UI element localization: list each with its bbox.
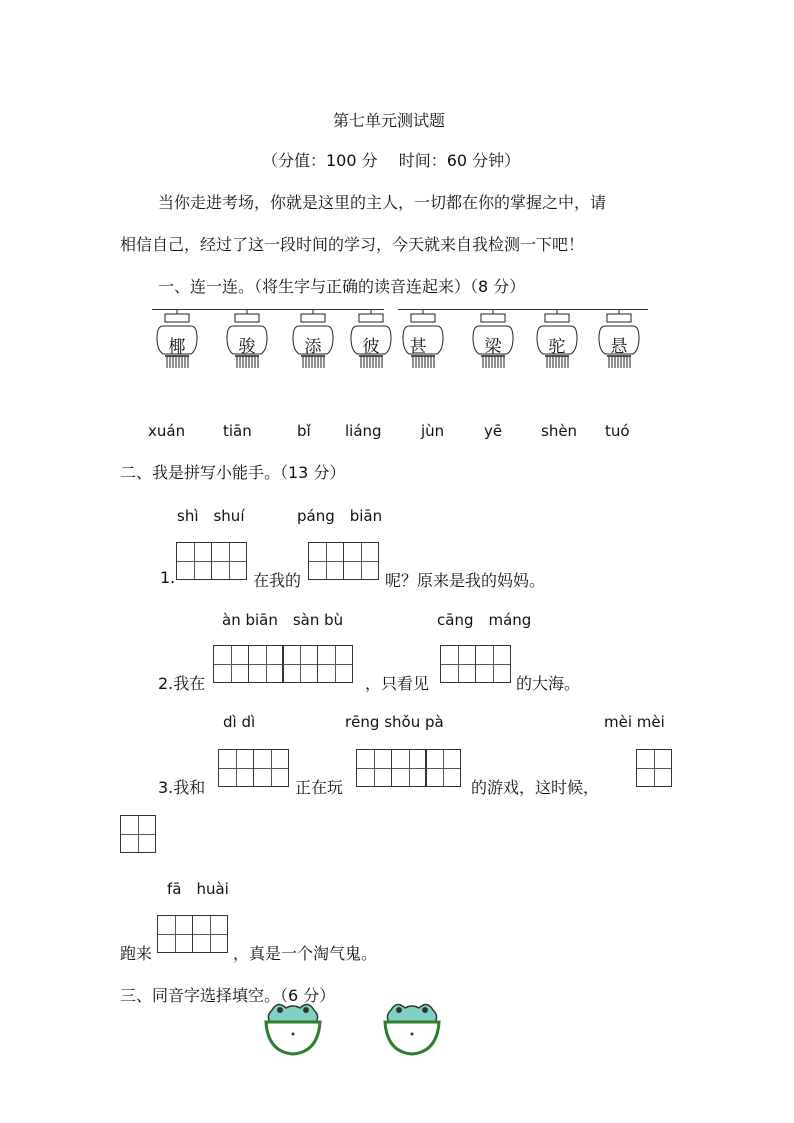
lantern-char: 添	[304, 337, 322, 357]
pinyin-option[interactable]: tuó	[605, 422, 630, 440]
lantern-char: 梁	[484, 337, 502, 357]
q2-pinyin-b: cāng máng	[437, 611, 532, 629]
writing-cell[interactable]	[248, 645, 284, 683]
lantern-char: 甚	[409, 337, 427, 357]
writing-cell[interactable]	[356, 749, 392, 787]
lantern-char: 彼	[362, 337, 380, 357]
lantern-char: 椰	[168, 337, 186, 357]
q3-prefix: 3.我和	[158, 778, 206, 797]
page-subtitle: （分值：100 分 时间：60 分钟）	[262, 151, 521, 170]
q1-mid: 在我的	[253, 571, 302, 590]
pinyin-option[interactable]: bǐ	[297, 422, 311, 440]
writing-cell[interactable]	[282, 645, 318, 683]
section2-heading: 二、我是拼写小能手。（13 分）	[120, 463, 346, 482]
writing-cell[interactable]	[308, 542, 344, 580]
lantern-1[interactable]	[154, 310, 200, 370]
writing-cell[interactable]	[343, 542, 379, 580]
q2-suffix: 的大海。	[516, 674, 581, 693]
writing-cell[interactable]	[317, 645, 353, 683]
lantern-char: 驼	[548, 337, 566, 357]
pinyin-option[interactable]: tiān	[223, 422, 252, 440]
lantern-5[interactable]	[400, 310, 446, 370]
q2-answer-box-b[interactable]	[440, 645, 509, 683]
q3-pinyin-d: fā huài	[167, 880, 229, 898]
q1-pinyin-b: páng biān	[297, 507, 383, 525]
q2-pinyin-a: àn biān sàn bù	[222, 611, 344, 629]
writing-cell[interactable]	[211, 542, 247, 580]
writing-cell[interactable]	[391, 749, 427, 787]
pinyin-option[interactable]: yē	[484, 422, 503, 440]
q1-answer-box-b[interactable]	[308, 542, 377, 580]
writing-cell[interactable]	[440, 645, 476, 683]
q1-answer-box-a[interactable]	[176, 542, 245, 580]
q3-answer-box-a[interactable]	[218, 749, 287, 787]
q1-pinyin-a: shì shuí	[177, 507, 245, 525]
lantern-char: 骏	[238, 337, 256, 357]
writing-cell[interactable]	[120, 815, 156, 853]
lantern-4[interactable]	[348, 310, 394, 370]
q3-suffix: 的游戏，这时候，	[471, 778, 600, 797]
intro-line-1: 当你走进考场，你就是这里的主人，一切都在你的掌握之中，请	[158, 193, 607, 212]
writing-cell[interactable]	[213, 645, 249, 683]
writing-cell[interactable]	[192, 915, 228, 953]
writing-cell[interactable]	[475, 645, 511, 683]
q2-prefix: 2.我在	[158, 674, 206, 693]
writing-cell[interactable]	[425, 749, 461, 787]
q3-line2-suffix: ，真是一个淘气鬼。	[233, 944, 378, 963]
q1-prefix: 1.	[160, 568, 176, 587]
q3-line2-prefix: 跑来	[120, 944, 153, 963]
frog-icon	[377, 1000, 447, 1060]
lantern-7[interactable]	[534, 310, 580, 370]
pinyin-option[interactable]: shèn	[541, 422, 578, 440]
lantern-8[interactable]	[596, 310, 642, 370]
q3-answer-box-d[interactable]	[157, 915, 226, 953]
q3-pinyin-c: mèi mèi	[604, 713, 665, 731]
q1-suffix: 呢？原来是我的妈妈。	[385, 571, 546, 590]
section1-heading: 一、连一连。（将生字与正确的读音连起来）（8 分）	[158, 277, 526, 296]
q2-mid: ，只看见	[365, 674, 430, 693]
q3-answer-box-c2[interactable]	[120, 815, 155, 853]
writing-cell[interactable]	[157, 915, 193, 953]
pinyin-option[interactable]: xuán	[148, 422, 186, 440]
lantern-6[interactable]	[470, 310, 516, 370]
q3-mid: 正在玩	[295, 778, 344, 797]
writing-cell[interactable]	[176, 542, 212, 580]
lantern-char: 悬	[610, 337, 628, 357]
q2-answer-box-a[interactable]	[213, 645, 351, 683]
lantern-2[interactable]	[224, 310, 270, 370]
writing-cell[interactable]	[218, 749, 254, 787]
q3-pinyin-b: rēng shǒu pà	[345, 713, 444, 731]
writing-cell[interactable]	[253, 749, 289, 787]
q3-answer-box-b[interactable]	[356, 749, 460, 787]
q3-pinyin-a: dì dì	[223, 713, 256, 731]
q3-answer-box-c1[interactable]	[636, 749, 671, 787]
page-title: 第七单元测试题	[333, 111, 446, 130]
writing-cell[interactable]	[636, 749, 672, 787]
frog-icon	[258, 1000, 328, 1060]
section3-heading: 三、同音字选择填空。（6 分）	[120, 986, 336, 1005]
lantern-3[interactable]	[290, 310, 336, 370]
pinyin-option[interactable]: jùn	[421, 422, 445, 440]
intro-line-2: 相信自己，经过了这一段时间的学习，今天就来自我检测一下吧！	[120, 235, 585, 254]
pinyin-option[interactable]: liáng	[345, 422, 382, 440]
frog-bowl-illustration	[258, 1000, 328, 1064]
frog-bowl-illustration	[377, 1000, 447, 1064]
